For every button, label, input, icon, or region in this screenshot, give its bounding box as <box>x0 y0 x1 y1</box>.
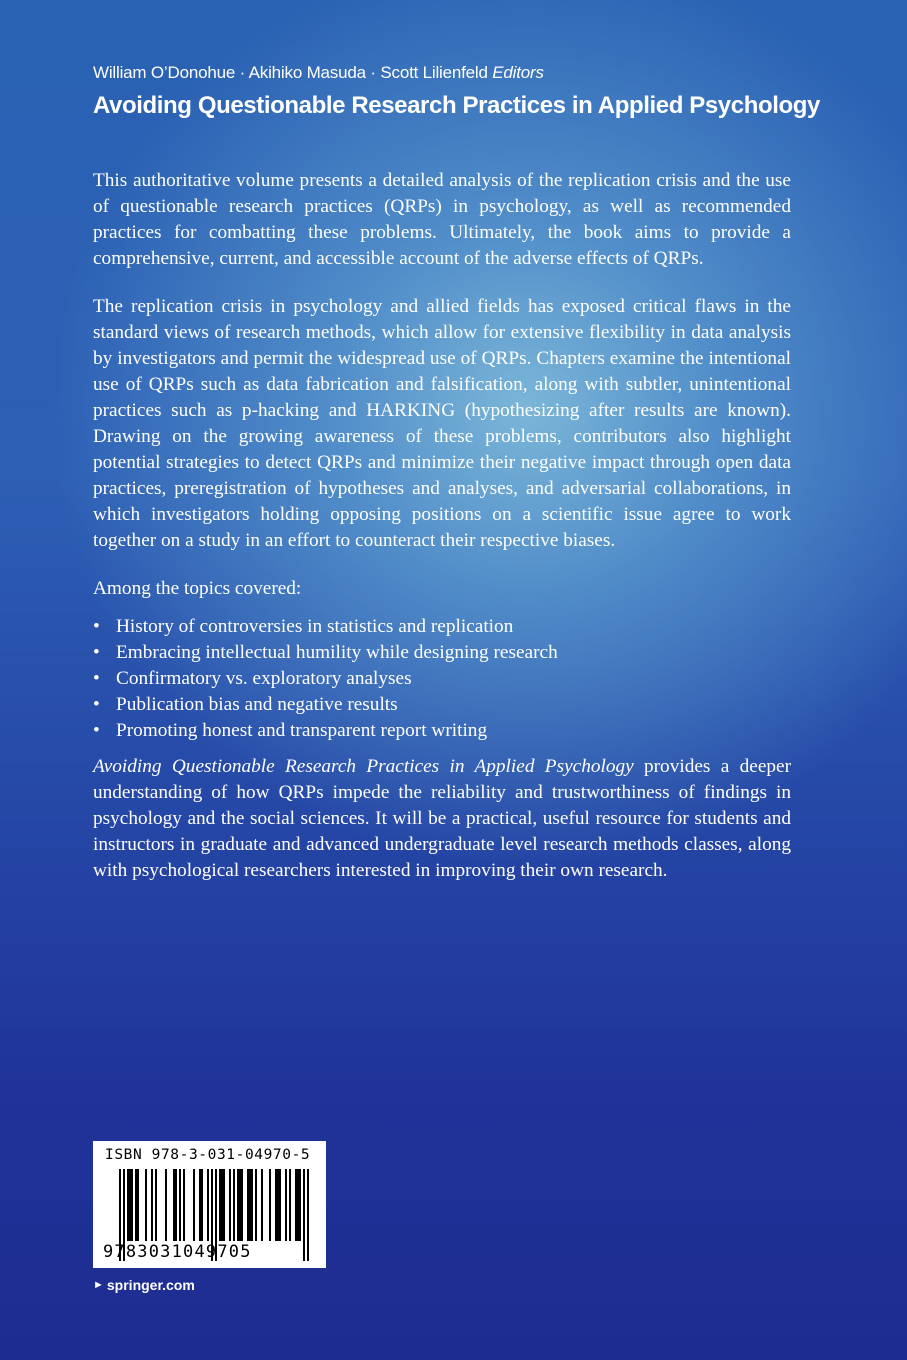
barcode-bar <box>223 1169 225 1241</box>
barcode-bar <box>151 1169 153 1241</box>
website-link[interactable]: springer.com <box>106 1277 195 1293</box>
barcode-bar <box>183 1169 185 1241</box>
barcode-bar <box>221 1169 223 1241</box>
barcode-bar <box>127 1169 129 1241</box>
barcode-bar <box>193 1169 195 1241</box>
barcode-bar <box>275 1169 277 1241</box>
bullet-icon: • <box>93 616 100 637</box>
barcode-bar <box>285 1169 287 1241</box>
barcode-bar <box>303 1169 305 1261</box>
barcode-bar <box>277 1169 279 1241</box>
barcode-bar <box>307 1169 309 1261</box>
back-cover-description <box>93 168 791 906</box>
barcode-bar <box>145 1169 147 1241</box>
bullet-icon: • <box>93 668 100 689</box>
barcode-bar <box>199 1169 201 1241</box>
barcode-digits: 9783031049705 <box>103 1242 252 1262</box>
barcode-bar <box>129 1169 131 1241</box>
closing-paragraph <box>93 754 791 884</box>
topic-item: • Embracing intellectual humility while designing research <box>93 640 791 666</box>
barcode-bar <box>297 1169 299 1241</box>
arrow-right-icon: ► <box>93 1279 104 1291</box>
topic-item: • History of controversies in statistics and replication <box>93 614 791 640</box>
isbn-label: ISBN 978-3-031-04970-5 <box>105 1147 311 1163</box>
barcode-bar <box>179 1169 181 1241</box>
barcode-bar <box>247 1169 249 1241</box>
barcode-bar <box>207 1169 209 1241</box>
barcode-bar <box>201 1169 203 1241</box>
barcode-bar <box>165 1169 167 1241</box>
editors-line <box>93 63 544 83</box>
editor-names: William O’Donohue · Akihiko Masuda · Scott Lilienfeld <box>93 63 488 82</box>
barcode-bar <box>269 1169 271 1241</box>
description-paragraph-1: This authoritative volume presents a detailed analysis of the replication crisis and the use of questionable research practices (QRPs) in psychology, as well as recommended practices for combatting these problems. Ultimately, the book aims to provide a comprehensive, current, and accessible account of the adverse effects of QRPs. <box>93 170 791 269</box>
barcode-bar <box>241 1169 243 1241</box>
barcode-bar <box>229 1169 231 1241</box>
topics-list <box>93 614 791 744</box>
topic-item: • Promoting honest and transparent report writing <box>93 718 791 744</box>
barcode-bar <box>255 1169 257 1241</box>
topic-item: • Confirmatory vs. exploratory analyses <box>93 666 791 692</box>
isbn-barcode <box>93 1141 326 1268</box>
barcode-bar <box>251 1169 253 1241</box>
barcode-bar <box>279 1169 281 1241</box>
closing-text: provides a deeper understanding of how QRPs impede the reliability and trustworthiness of findings in psychology and the social sciences. It will be a practical, useful resource for students and instructors in graduate and advanced undergraduate level research methods classes, along with psychological researchers interested in improving their own research. <box>93 756 791 881</box>
description-paragraph-2: The replication crisis in psychology and allied fields has exposed critical flaws in the standard views of research methods, which allow for extensive flexibility in data analysis by investigators and permit the widespread use of QRPs. Chapters examine the intentional use of QRPs such as data fabrication and falsification, along with subtler, unintentional practices such as p-hacking and HARKING (hypothesizing after results are known). Drawing on the growing awareness of these problems, contributors also highlight potential strategies to detect QRPs and minimize their negative impact through open data practices, preregistration of hypotheses and analyses, and adversarial collaborations, in which investigators holding opposing positions on a scientific issue agree to work together on a study in an effort to counteract their respective biases. <box>93 296 791 551</box>
barcode-bar <box>173 1169 175 1241</box>
barcode-bar <box>289 1169 291 1241</box>
bullet-icon: • <box>93 642 100 663</box>
barcode-bar <box>237 1169 239 1241</box>
book-title: Avoiding Questionable Research Practices in Applied Psychology <box>93 92 820 119</box>
barcode-bar <box>299 1169 301 1241</box>
barcode-bar <box>295 1169 297 1241</box>
barcode-bar <box>261 1169 263 1241</box>
barcode-bar <box>239 1169 241 1241</box>
bullet-icon: • <box>93 694 100 715</box>
barcode-bar <box>233 1169 235 1241</box>
closing-book-title: Avoiding Questionable Research Practices in Applied Psychology <box>93 756 634 777</box>
editors-role: Editors <box>492 63 544 82</box>
publisher-website[interactable] <box>93 1277 195 1293</box>
topic-item: • Publication bias and negative results <box>93 692 791 718</box>
barcode-bar <box>131 1169 133 1241</box>
topics-intro: Among the topics covered: <box>93 578 302 599</box>
barcode-bar <box>249 1169 251 1241</box>
barcode-bar <box>137 1169 139 1241</box>
bullet-icon: • <box>93 720 100 741</box>
barcode-bar <box>175 1169 177 1241</box>
barcode-bar <box>219 1169 221 1241</box>
barcode-bar <box>155 1169 157 1241</box>
barcode-bar <box>135 1169 137 1241</box>
